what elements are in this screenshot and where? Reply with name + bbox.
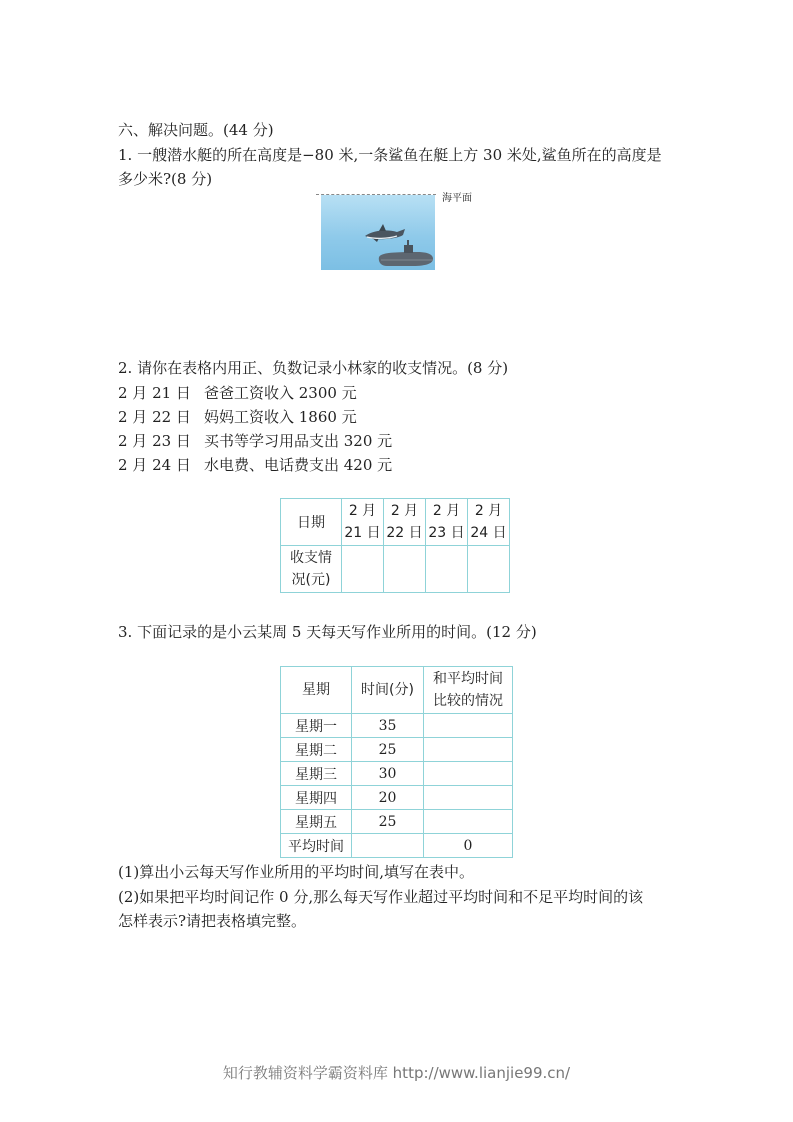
q2-item-date: 2 月 23 日 — [118, 432, 191, 450]
answer-cell[interactable] — [424, 714, 513, 738]
q2-item — [118, 454, 392, 476]
footer-watermark: 知行教辅资料学霸资料库 http://www.lianjie99.cn/ — [222, 1064, 571, 1082]
table-row — [281, 810, 513, 834]
homework-time-table — [280, 666, 513, 858]
table-row — [281, 546, 510, 593]
answer-cell[interactable] — [426, 546, 468, 593]
table-row — [281, 786, 513, 810]
q3-sub2-line2: 怎样表示?请把表格填完整。 — [118, 912, 307, 930]
shark-icon — [365, 224, 405, 242]
time-cell: 30 — [352, 762, 424, 786]
q2-item-text: 爸爸工资收入 2300 元 — [204, 384, 357, 402]
q2-item-text: 买书等学习用品支出 320 元 — [204, 432, 393, 450]
time-cell: 35 — [352, 714, 424, 738]
q2-item-date: 2 月 22 日 — [118, 408, 191, 426]
table-row-label: 收支情 况(元) — [281, 546, 342, 593]
table-header-cell: 2 月 21 日 — [342, 499, 384, 546]
q2-item-date: 2 月 24 日 — [118, 456, 191, 474]
answer-cell[interactable] — [468, 546, 510, 593]
answer-cell[interactable] — [424, 810, 513, 834]
table-row — [281, 738, 513, 762]
table-row — [281, 499, 510, 546]
day-cell: 星期三 — [281, 762, 352, 786]
q2-item — [118, 406, 357, 428]
day-cell: 星期五 — [281, 810, 352, 834]
answer-cell[interactable] — [342, 546, 384, 593]
q2-item-text: 妈妈工资收入 1860 元 — [204, 408, 357, 426]
answer-cell[interactable] — [424, 786, 513, 810]
sea-level-label: 海平面 — [442, 193, 472, 204]
table-header-cell: 和平均时间 比较的情况 — [424, 667, 513, 714]
answer-cell[interactable] — [424, 738, 513, 762]
submarine-icon — [379, 240, 433, 266]
q2-title: 2. 请你在表格内用正、负数记录小林家的收支情况。(8 分) — [118, 359, 509, 377]
table-row — [281, 762, 513, 786]
answer-cell[interactable] — [384, 546, 426, 593]
q3-sub2-line1: (2)如果把平均时间记作 0 分,那么每天写作业超过平均时间和不足平均时间的该 — [118, 888, 644, 906]
day-cell: 平均时间 — [281, 834, 352, 858]
table-header-cell: 星期 — [281, 667, 352, 714]
answer-cell[interactable] — [424, 762, 513, 786]
day-cell: 星期一 — [281, 714, 352, 738]
table-header-cell: 2 月 23 日 — [426, 499, 468, 546]
day-cell: 星期四 — [281, 786, 352, 810]
table-header-cell: 2 月 22 日 — [384, 499, 426, 546]
q2-item — [118, 430, 392, 452]
section-title: 六、解决问题。(44 分) — [118, 121, 274, 139]
answer-cell[interactable] — [352, 834, 424, 858]
q2-item — [118, 382, 357, 404]
table-row — [281, 714, 513, 738]
q2-item-text: 水电费、电话费支出 420 元 — [204, 456, 393, 474]
average-cmp-cell: 0 — [424, 834, 513, 858]
time-cell: 25 — [352, 738, 424, 762]
time-cell: 25 — [352, 810, 424, 834]
q2-item-date: 2 月 21 日 — [118, 384, 191, 402]
q3-title: 3. 下面记录的是小云某周 5 天每天写作业所用的时间。(12 分) — [118, 623, 537, 641]
day-cell: 星期二 — [281, 738, 352, 762]
q1-line1: 1. 一艘潜水艇的所在高度是−80 米,一条鲨鱼在艇上方 30 米处,鲨鱼所在的高度是 — [118, 146, 662, 164]
submarine-shark-illustration — [321, 195, 435, 270]
table-row — [281, 667, 513, 714]
table-header-date: 日期 — [281, 499, 342, 546]
q1-line2: 多少米?(8 分) — [118, 170, 213, 188]
table-header-cell: 时间(分) — [352, 667, 424, 714]
time-cell: 20 — [352, 786, 424, 810]
income-expense-table — [280, 498, 510, 593]
table-row — [281, 834, 513, 858]
table-header-cell: 2 月 24 日 — [468, 499, 510, 546]
q3-sub1: (1)算出小云每天写作业所用的平均时间,填写在表中。 — [118, 863, 475, 881]
